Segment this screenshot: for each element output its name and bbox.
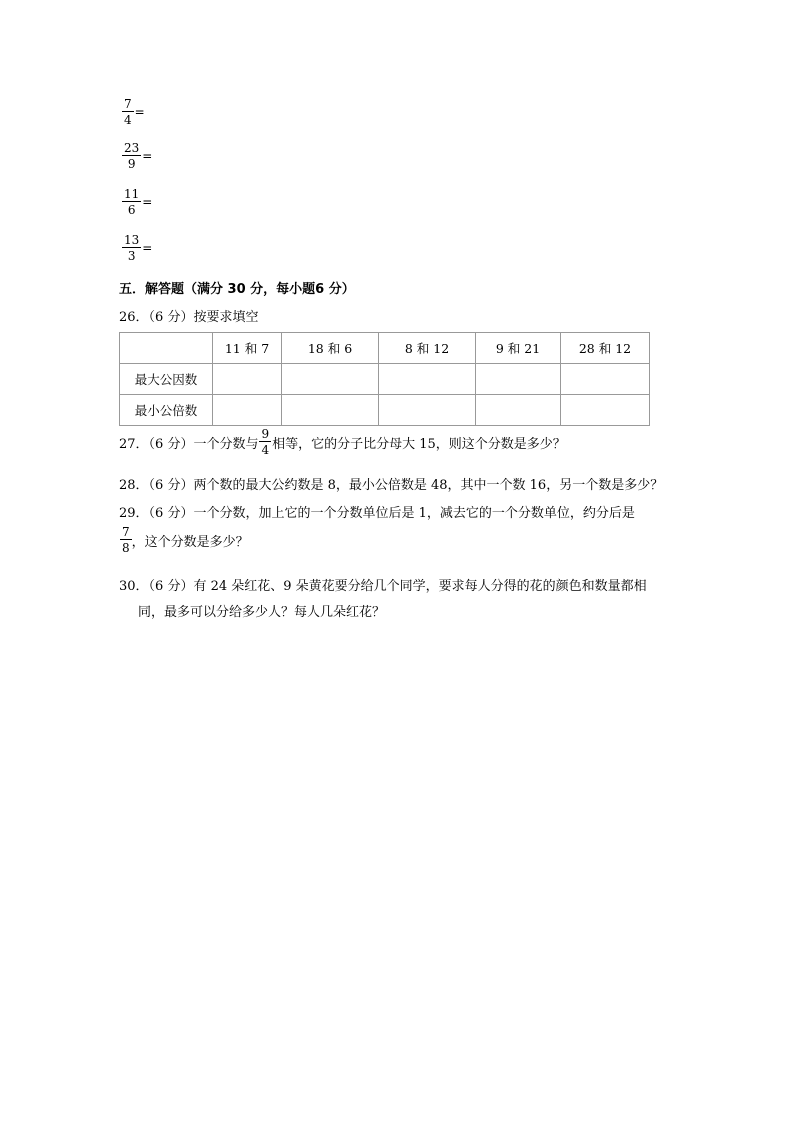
question-30-line-2: 同，最多可以分给多少人？每人几朵红花？ (138, 605, 386, 620)
question-30-line-1: 30．（6 分）有 24 朵红花、9 朵黄花要分给几个同学，要求每人分得的花的颜色和数量都相 (119, 579, 647, 594)
question-29-line-1: 29．（6 分）一个分数，加上它的一个分数单位后是 1，减去它的一个分数单位，约分后是 (119, 506, 635, 521)
denominator: 4 (261, 443, 270, 457)
row-label-gcd: 最大公因数 (120, 364, 213, 395)
table-row (120, 364, 650, 395)
answer-cell[interactable] (561, 395, 650, 426)
answer-cell[interactable] (213, 395, 282, 426)
fraction (122, 142, 141, 170)
equals-sign: = (142, 195, 153, 209)
fraction (259, 428, 271, 456)
expr-3 (122, 188, 152, 216)
expr-4 (122, 234, 152, 262)
answer-cell[interactable] (561, 364, 650, 395)
row-label-lcm: 最小公倍数 (120, 395, 213, 426)
question-26: 26．（6 分）按要求填空 (119, 310, 259, 325)
table-header-cell: 18 和 6 (282, 333, 379, 364)
numerator: 7 (124, 97, 132, 111)
equals-sign: = (142, 149, 153, 163)
question-29-suffix: ，这个分数是多少？ (131, 534, 249, 550)
equals-sign: = (134, 105, 145, 119)
answer-cell[interactable] (213, 364, 282, 395)
table-header-row (120, 333, 650, 364)
table-header-cell: 11 和 7 (213, 333, 282, 364)
table-row (120, 395, 650, 426)
numerator: 11 (124, 187, 140, 201)
question-28: 28．（6 分）两个数的最大公约数是 8，最小公倍数是 48，其中一个数 16，另一个数是多少？ (119, 478, 664, 493)
question-27 (119, 428, 566, 456)
answer-cell[interactable] (476, 395, 561, 426)
equals-sign: = (142, 241, 153, 255)
numerator: 7 (122, 525, 130, 539)
answer-cell[interactable] (379, 395, 476, 426)
denominator: 6 (127, 203, 136, 217)
table-header-cell: 8 和 12 (379, 333, 476, 364)
fraction (122, 234, 141, 262)
denominator: 3 (127, 249, 136, 263)
numerator: 13 (124, 233, 140, 247)
expr-2 (122, 142, 152, 170)
numerator: 9 (261, 427, 270, 441)
denominator: 9 (127, 157, 136, 171)
table-header-cell (120, 333, 213, 364)
table-header-cell: 9 和 21 (476, 333, 561, 364)
denominator: 8 (122, 541, 130, 555)
answer-table (119, 332, 650, 426)
table-header-cell: 28 和 12 (561, 333, 650, 364)
fraction (122, 98, 134, 126)
question-27-prefix: 27．（6 分）一个分数与 (119, 436, 259, 452)
fraction (120, 526, 132, 554)
question-29-line-2 (120, 526, 249, 554)
fraction (122, 188, 141, 216)
answer-cell[interactable] (282, 395, 379, 426)
answer-cell[interactable] (379, 364, 476, 395)
expr-1 (122, 98, 145, 126)
section-5-heading: 五．解答题（满分 30 分，每小题6 分） (119, 282, 355, 297)
answer-cell[interactable] (476, 364, 561, 395)
answer-cell[interactable] (282, 364, 379, 395)
denominator: 4 (124, 113, 132, 127)
question-27-suffix: 相等，它的分子比分母大 15，则这个分数是多少？ (272, 436, 566, 452)
numerator: 23 (124, 141, 140, 155)
